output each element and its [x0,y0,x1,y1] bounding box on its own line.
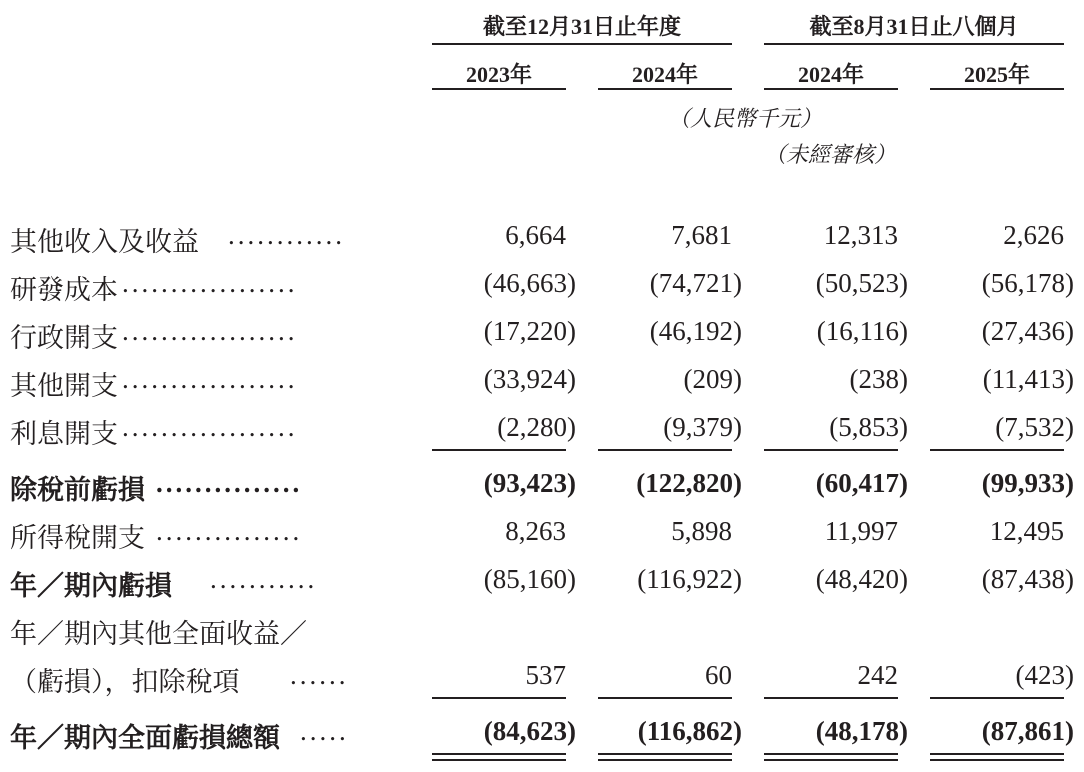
year-rule-4 [930,88,1064,90]
subtotal-rule [930,449,1064,451]
double-rule-bottom [764,759,898,761]
header-group-rule-1 [432,43,732,45]
year-header-2024: 2024年 [631,62,698,87]
row-value: 7,681 [671,220,732,250]
double-rule-top [598,753,732,755]
row-value: 11,997 [824,516,898,546]
row-value: (87,861) [981,716,1074,746]
row-label-loss-for-period: 年／期內虧損 [10,571,172,601]
row-value: (48,420) [815,564,908,594]
row-value: (60,417) [815,468,908,498]
row-value: (93,423) [483,468,576,498]
row-leader: ............ [228,220,345,250]
row-label-interest-expenses: 利息開支 [10,419,118,449]
total-rule [598,697,732,699]
row-leader: .................. [122,268,298,298]
row-value: (116,922) [637,564,742,594]
year-header-2024-period: 2024年 [797,62,864,87]
row-value: (87,438) [981,564,1074,594]
unaudited-note: （未經審核） [764,142,897,167]
double-rule-bottom [930,759,1064,761]
row-value: (33,924) [483,364,576,394]
row-leader: ...... [290,660,349,690]
row-value: (238) [849,364,908,394]
row-label-net-of-tax: （虧損），扣除稅項 [10,667,240,697]
header-group-year: 截至12月31日止年度 [482,14,681,39]
double-rule-bottom [598,759,732,761]
row-label-other-comprehensive: 年／期內其他全面收益／ [10,619,307,649]
row-value: 537 [525,660,566,690]
row-label-income-tax: 所得稅開支 [10,523,145,553]
row-value: (48,178) [815,716,908,746]
row-value: (46,192) [649,316,742,346]
row-value: 8,263 [505,516,566,546]
subtotal-rule [598,449,732,451]
total-rule [764,697,898,699]
row-leader: ............... [156,516,303,546]
row-value: 12,313 [823,220,898,250]
row-label-other-expenses: 其他開支 [10,371,118,401]
row-value: (11,413) [982,364,1074,394]
row-value: 2,626 [1003,220,1064,250]
row-value: (116,862) [637,716,742,746]
row-value: (7,532) [995,412,1074,442]
year-rule-2 [598,88,732,90]
row-leader: .................. [122,316,298,346]
year-header-2023: 2023年 [465,62,532,87]
double-rule-top [432,753,566,755]
year-rule-3 [764,88,898,90]
row-label-other-income: 其他收入及收益 [10,227,199,257]
row-value: (122,820) [636,468,742,498]
row-value: 12,495 [989,516,1064,546]
row-value: (27,436) [981,316,1074,346]
row-leader: .................. [122,364,298,394]
row-value: 5,898 [671,516,732,546]
row-leader: .................. [122,412,298,442]
row-value: (5,853) [829,412,908,442]
double-rule-top [764,753,898,755]
row-value: (50,523) [815,268,908,298]
total-rule [432,697,566,699]
row-value: 6,664 [505,220,566,250]
row-value: (209) [683,364,742,394]
row-value: (17,220) [483,316,576,346]
double-rule-top [930,753,1064,755]
year-header-2025-period: 2025年 [963,62,1030,87]
row-leader: ............... [156,468,303,498]
header-group-rule-2 [764,43,1064,45]
row-label-rd-cost: 研發成本 [10,275,118,305]
row-leader: ........... [210,564,318,594]
row-value: (84,623) [483,716,576,746]
row-label-total-comprehensive-loss: 年／期內全面虧損總額 [10,723,280,753]
subtotal-rule [764,449,898,451]
double-rule-bottom [432,759,566,761]
row-value: (16,116) [816,316,908,346]
row-value: (99,933) [981,468,1074,498]
row-leader: ..... [300,716,349,746]
row-value: (9,379) [663,412,742,442]
row-value: 242 [857,660,898,690]
header-group-eight-months: 截至8月31日止八個月 [809,14,1019,39]
total-rule [930,697,1064,699]
row-label-admin-expenses: 行政開支 [10,323,118,353]
unit-note: （人民幣千元） [668,106,823,131]
row-value: (423) [1015,660,1074,690]
row-value: (56,178) [981,268,1074,298]
row-value: (74,721) [649,268,742,298]
subtotal-rule [432,449,566,451]
year-rule-1 [432,88,566,90]
row-value: (46,663) [483,268,576,298]
row-value: 60 [705,660,732,690]
row-value: (2,280) [497,412,576,442]
row-value: (85,160) [483,564,576,594]
row-label-loss-before-tax: 除稅前虧損 [10,475,145,505]
